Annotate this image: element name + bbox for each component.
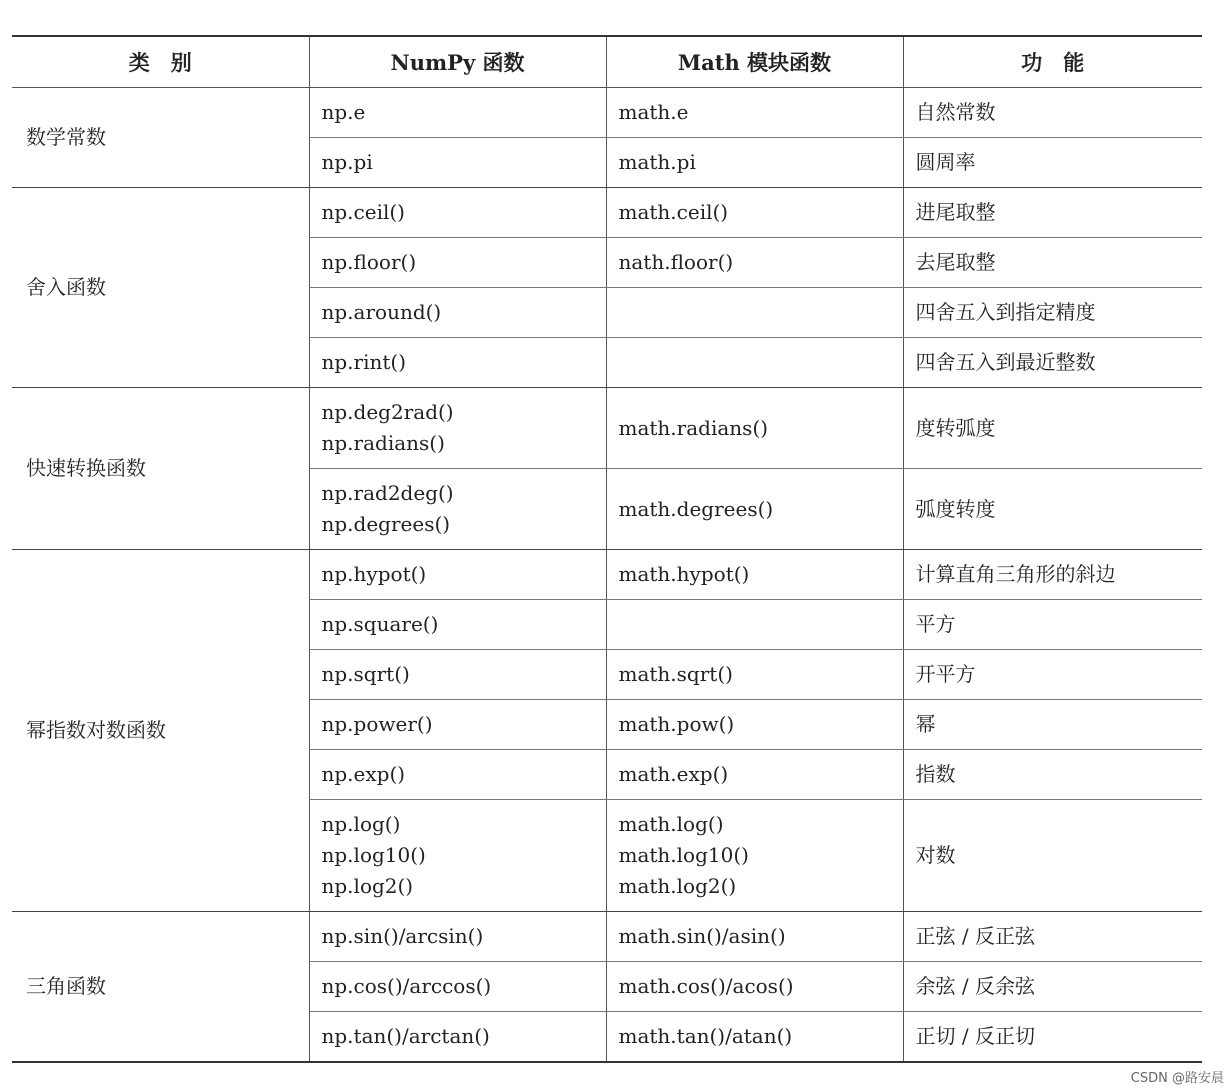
math-cell: [606, 388, 903, 469]
math-function-name: math.ceil(): [618, 200, 729, 224]
numpy-cell: [309, 338, 606, 388]
header-category: 类 别: [12, 36, 309, 88]
math-cell: [606, 912, 903, 962]
function-description-cell: 幂: [903, 700, 1202, 750]
category-cell: 舍入函数: [12, 188, 309, 388]
category-cell: 幂指数对数函数: [12, 550, 309, 912]
header-math: Math 模块函数: [606, 36, 903, 88]
math-cell: [606, 700, 903, 750]
numpy-function-name: np.rint(): [321, 350, 407, 374]
math-cell: [606, 750, 903, 800]
function-description-cell: 自然常数: [903, 88, 1202, 138]
function-description-cell: 四舍五入到指定精度: [903, 288, 1202, 338]
numpy-function-name: np.sqrt(): [321, 662, 410, 686]
math-function-name: math.tan()/atan(): [618, 1023, 793, 1048]
header-numpy: NumPy 函数: [309, 36, 606, 88]
category-cell: 快速转换函数: [12, 388, 309, 550]
math-function-name: math.log10(): [618, 843, 749, 867]
numpy-function-name: np.exp(): [321, 762, 406, 786]
numpy-math-functions-table: [12, 35, 1202, 1063]
math-cell: [606, 238, 903, 288]
numpy-cell: [309, 288, 606, 338]
function-description-cell: 计算直角三角形的斜边: [903, 550, 1202, 600]
numpy-function-name: np.pi: [321, 150, 373, 174]
numpy-function-name: np.deg2rad(): [321, 400, 454, 424]
numpy-function-name: np.radians(): [321, 431, 445, 455]
function-description-cell: 开平方: [903, 650, 1202, 700]
numpy-function-name: np.log10(): [321, 843, 426, 867]
numpy-function-name: np.cos()/arccos(): [321, 974, 492, 998]
function-description-cell: 进尾取整: [903, 188, 1202, 238]
math-cell: [606, 800, 903, 912]
function-description-cell: 去尾取整: [903, 238, 1202, 288]
numpy-cell: [309, 238, 606, 288]
math-function-name: math.degrees(): [618, 496, 774, 521]
numpy-function-name: np.sin()/arcsin(): [321, 924, 484, 948]
numpy-cell: [309, 550, 606, 600]
category-cell: 三角函数: [12, 912, 309, 1062]
math-cell: [606, 962, 903, 1012]
function-description-cell: 四舍五入到最近整数: [903, 338, 1202, 388]
table-row: [12, 88, 1202, 138]
watermark: CSDN @路安晨: [1130, 1071, 1224, 1086]
function-description-cell: 圆周率: [903, 138, 1202, 188]
table-row: [12, 912, 1202, 962]
math-function-name: math.sqrt(): [618, 662, 733, 686]
math-cell: [606, 1012, 903, 1062]
function-description-cell: 弧度转度: [903, 469, 1202, 550]
math-cell: [606, 550, 903, 600]
numpy-function-name: np.power(): [321, 712, 433, 736]
table-row: [12, 188, 1202, 238]
numpy-cell: [309, 962, 606, 1012]
math-cell: [606, 469, 903, 550]
function-description-cell: 对数: [903, 800, 1202, 912]
numpy-cell: [309, 600, 606, 650]
numpy-function-name: np.degrees(): [321, 512, 451, 536]
function-description-cell: 平方: [903, 600, 1202, 650]
math-function-name: math.sin()/asin(): [618, 924, 786, 948]
math-function-name: math.log(): [618, 812, 724, 836]
math-cell: [606, 650, 903, 700]
numpy-function-name: np.square(): [321, 612, 439, 636]
math-function-name: math.e: [618, 100, 689, 124]
numpy-cell: [309, 912, 606, 962]
numpy-cell: [309, 1012, 606, 1062]
numpy-function-name: np.e: [321, 100, 366, 124]
table-row: [12, 388, 1202, 469]
table-body: [12, 88, 1202, 1062]
function-description-cell: 正切 / 反正切: [903, 1012, 1202, 1062]
math-function-name: math.log2(): [618, 874, 737, 898]
math-cell: [606, 88, 903, 138]
numpy-function-name: np.around(): [321, 300, 442, 324]
table-row: [12, 550, 1202, 600]
table-header-row: [12, 36, 1202, 88]
math-function-name: math.cos()/acos(): [618, 974, 794, 998]
numpy-cell: [309, 750, 606, 800]
numpy-cell: [309, 188, 606, 238]
math-function-name: math.exp(): [618, 762, 729, 786]
math-function-name: math.radians(): [618, 415, 769, 440]
math-function-name: math.pow(): [618, 712, 735, 736]
numpy-cell: [309, 88, 606, 138]
numpy-cell: [309, 138, 606, 188]
numpy-cell: [309, 650, 606, 700]
numpy-function-name: np.log(): [321, 812, 401, 836]
function-description-cell: 正弦 / 反正弦: [903, 912, 1202, 962]
numpy-cell: [309, 388, 606, 469]
math-cell: [606, 338, 903, 388]
category-cell: 数学常数: [12, 88, 309, 188]
numpy-function-name: np.rad2deg(): [321, 481, 454, 505]
function-description-cell: 余弦 / 反余弦: [903, 962, 1202, 1012]
numpy-cell: [309, 700, 606, 750]
numpy-cell: [309, 800, 606, 912]
math-cell: [606, 288, 903, 338]
function-description-cell: 指数: [903, 750, 1202, 800]
numpy-function-name: np.tan()/arctan(): [321, 1023, 490, 1048]
math-cell: [606, 188, 903, 238]
numpy-cell: [309, 469, 606, 550]
math-function-name: nath.floor(): [618, 250, 734, 274]
numpy-function-name: np.log2(): [321, 874, 414, 898]
math-function-name: math.pi: [618, 150, 696, 174]
math-function-name: math.hypot(): [618, 562, 750, 586]
numpy-function-name: np.floor(): [321, 250, 417, 274]
math-cell: [606, 600, 903, 650]
numpy-function-name: np.ceil(): [321, 200, 405, 224]
function-description-cell: 度转弧度: [903, 388, 1202, 469]
numpy-function-name: np.hypot(): [321, 562, 427, 586]
header-function: 功 能: [903, 36, 1202, 88]
math-cell: [606, 138, 903, 188]
